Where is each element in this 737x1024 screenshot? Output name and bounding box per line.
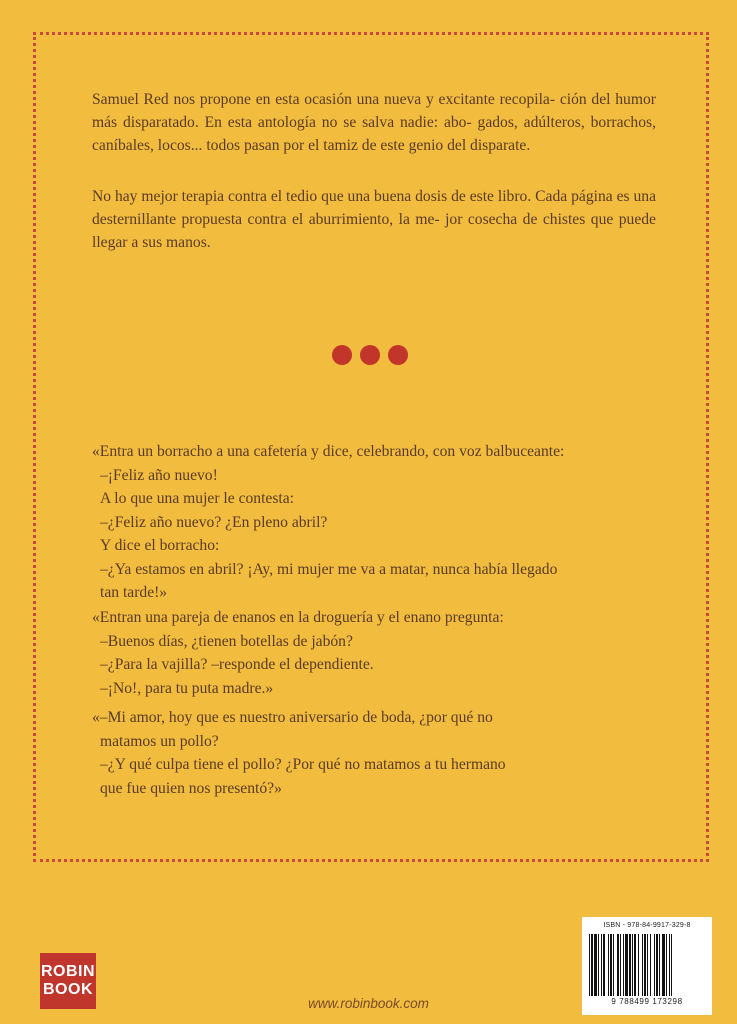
joke-line: «–Mi amor, hoy que es nuestro aniversario de boda, ¿por qué no — [92, 709, 493, 726]
decorative-dots — [332, 345, 408, 367]
text-line: jor cosecha de chistes que puede llegar a sus manos. — [92, 211, 656, 251]
joke-line: «Entra un borracho a una cafetería y dice, celebrando, con voz balbuceante: — [92, 443, 565, 460]
joke-line: A lo que una mujer le contesta: — [100, 490, 295, 507]
text-line: Cada página es una desternillante propuesta contra el aburrimiento, la me- — [92, 188, 656, 228]
joke-line: –¿Para la vajilla? –responde el dependiente. — [100, 656, 374, 673]
joke-line: que fue quien nos presentó?» — [100, 779, 282, 797]
joke-line: –Buenos días, ¿tienen botellas de jabón? — [100, 632, 353, 650]
joke-line: «Entran una pareja de enanos en la droguería y el enano pregunta: — [92, 609, 504, 626]
text-line: este genio del disparate. — [380, 137, 531, 154]
text-line: gados, adúlteros, borrachos, caníbales, locos... todos pasan por el tamiz de — [92, 114, 656, 154]
intro-paragraph-1 — [92, 88, 656, 157]
joke-line: –¡No!, para tu puta madre.» — [100, 679, 274, 697]
text-line: ción del humor más disparatado. En esta antología no se salva nadie: abo- — [92, 91, 656, 131]
joke-3 — [92, 706, 656, 800]
joke-line: –¿Ya estamos en abril? ¡Ay, mi mujer me va a matar, nunca había llegado — [100, 560, 558, 578]
joke-line: –¿Feliz año nuevo? ¿En pleno abril? — [100, 513, 328, 531]
joke-2 — [92, 606, 656, 700]
barcode-number: 9 788499 173298 — [611, 997, 683, 1006]
isbn-label: ISBN - 978-84-9917-329-8 — [603, 922, 691, 929]
dot-icon — [388, 345, 408, 365]
logo-line-1: ROBIN — [40, 963, 96, 980]
dot-icon — [332, 345, 352, 365]
logo-line-2: BOOK — [43, 981, 93, 998]
joke-line: –¡Feliz año nuevo! — [100, 466, 218, 484]
text-line: No hay mejor terapia contra el tedio que una buena dosis de este libro. — [92, 188, 532, 205]
barcode-bars — [587, 934, 707, 996]
dot-icon — [360, 345, 380, 365]
intro-paragraph-2 — [92, 185, 656, 254]
joke-1 — [92, 440, 656, 605]
text-line: Samuel Red nos propone en esta ocasión una nueva y excitante recopila- — [92, 91, 556, 108]
joke-line: –¿Y qué culpa tiene el pollo? ¿Por qué no matamos a tu hermano — [100, 756, 506, 773]
joke-line: Y dice el borracho: — [100, 537, 220, 554]
joke-line: matamos un pollo? — [100, 732, 219, 750]
barcode — [582, 917, 712, 1015]
publisher-url: www.robinbook.com — [308, 996, 429, 1011]
joke-line: tan tarde!» — [100, 584, 168, 601]
